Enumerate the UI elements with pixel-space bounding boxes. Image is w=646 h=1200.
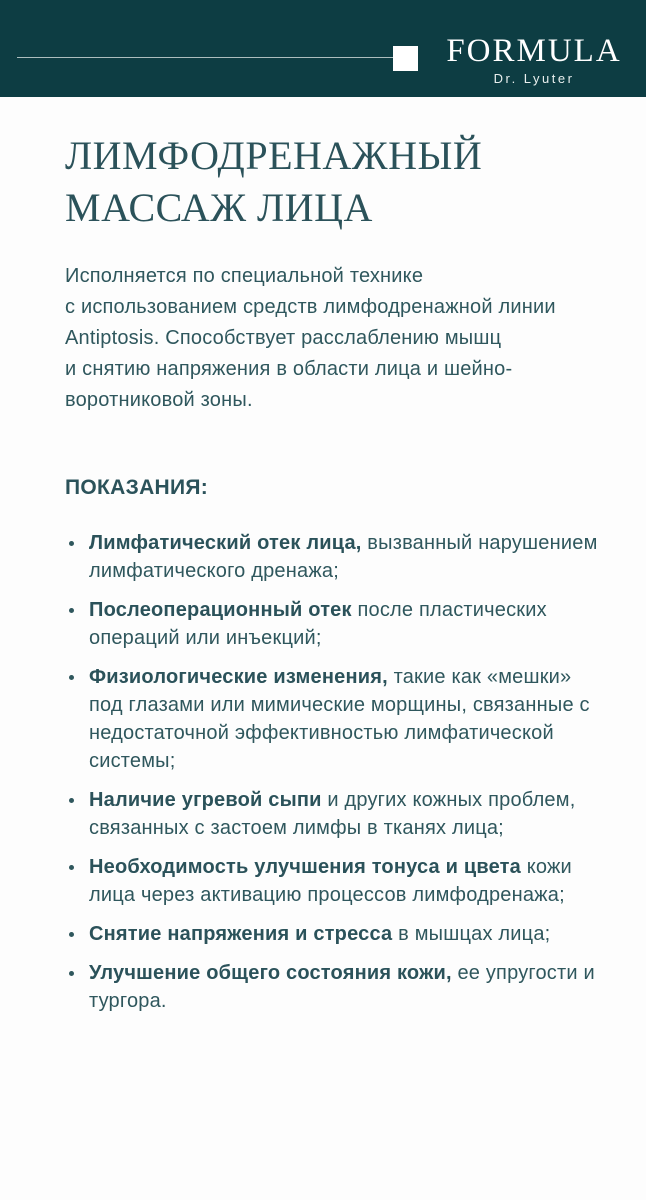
intro-line: воротниковой зоны.: [65, 389, 253, 411]
bullet-dot-icon: [69, 865, 74, 870]
list-item: [65, 959, 605, 1015]
list-item-text: [89, 920, 550, 948]
bullet-dot-icon: [69, 971, 74, 976]
list-item-rest: и других кожных проблем, связанных с застоем лимфы в тканях лица;: [89, 789, 576, 839]
list-item-rest: такие как «мешки» под глазами или мимические морщины, связанные с недостаточной эффективностью лимфатической системы;: [89, 666, 590, 772]
indications-heading: ПОКАЗАНИЯ:: [65, 476, 209, 499]
list-item: [65, 853, 605, 909]
list-item: [65, 596, 605, 652]
list-item-lead: Лимфатический отек лица,: [89, 532, 362, 554]
bullet-dot-icon: [69, 932, 74, 937]
list-item-text: [89, 959, 601, 1015]
intro-line: Исполняется по специальной технике: [65, 265, 424, 287]
brand-logo-subtext: Dr. Lyuter: [493, 71, 575, 86]
intro-line: и снятию напряжения в области лица и шейно-: [65, 358, 513, 380]
bullet-dot-icon: [69, 608, 74, 613]
list-item: [65, 786, 605, 842]
list-item-rest: в мышцах лица;: [392, 923, 551, 945]
list-item-lead: Послеоперационный отек: [89, 599, 352, 621]
logo-square-icon: [393, 46, 418, 71]
list-item: [65, 529, 605, 585]
page-title: [65, 130, 605, 234]
list-item: [65, 663, 605, 775]
list-item-rest: кожи лица через активацию процессов лимфодренажа;: [89, 856, 572, 906]
page-title-line1: ЛИМФОДРЕНАЖНЫЙ: [65, 133, 483, 178]
bullet-dot-icon: [69, 675, 74, 680]
list-item-lead: Физиологические изменения,: [89, 666, 388, 688]
bullet-dot-icon: [69, 798, 74, 803]
horizontal-rule: [17, 57, 393, 58]
list-item-text: [89, 853, 601, 909]
list-item-rest: после пластических операций или инъекций;: [89, 599, 547, 649]
list-item-rest: ее упругости и тургора.: [89, 962, 595, 1012]
intro-line: с использованием средств лимфодренажной линии: [65, 296, 556, 318]
intro-paragraph: [65, 261, 605, 416]
list-item-rest: вызванный нарушением лимфатического дренажа;: [89, 532, 598, 582]
list-item-text: [89, 596, 601, 652]
brand-header-bar: [0, 0, 646, 97]
list-item-text: [89, 786, 601, 842]
list-item-lead: Снятие напряжения и стресса: [89, 923, 393, 945]
list-item-lead: Наличие угревой сыпи: [89, 789, 322, 811]
list-item-lead: Необходимость улучшения тонуса и цвета: [89, 856, 521, 878]
intro-line: Antiptosis. Способствует расслаблению мышц: [65, 327, 502, 349]
list-item-text: [89, 529, 601, 585]
bullet-dot-icon: [69, 541, 74, 546]
list-item-lead: Улучшение общего состояния кожи,: [89, 962, 452, 984]
page-title-line2: МАССАЖ ЛИЦА: [65, 185, 373, 230]
main-content: [65, 130, 605, 1026]
brand-logo: [436, 33, 632, 86]
brand-logo-text: FORMULA: [446, 33, 622, 69]
indications-list: [65, 529, 605, 1015]
list-item: [65, 920, 605, 948]
list-item-text: [89, 663, 601, 775]
